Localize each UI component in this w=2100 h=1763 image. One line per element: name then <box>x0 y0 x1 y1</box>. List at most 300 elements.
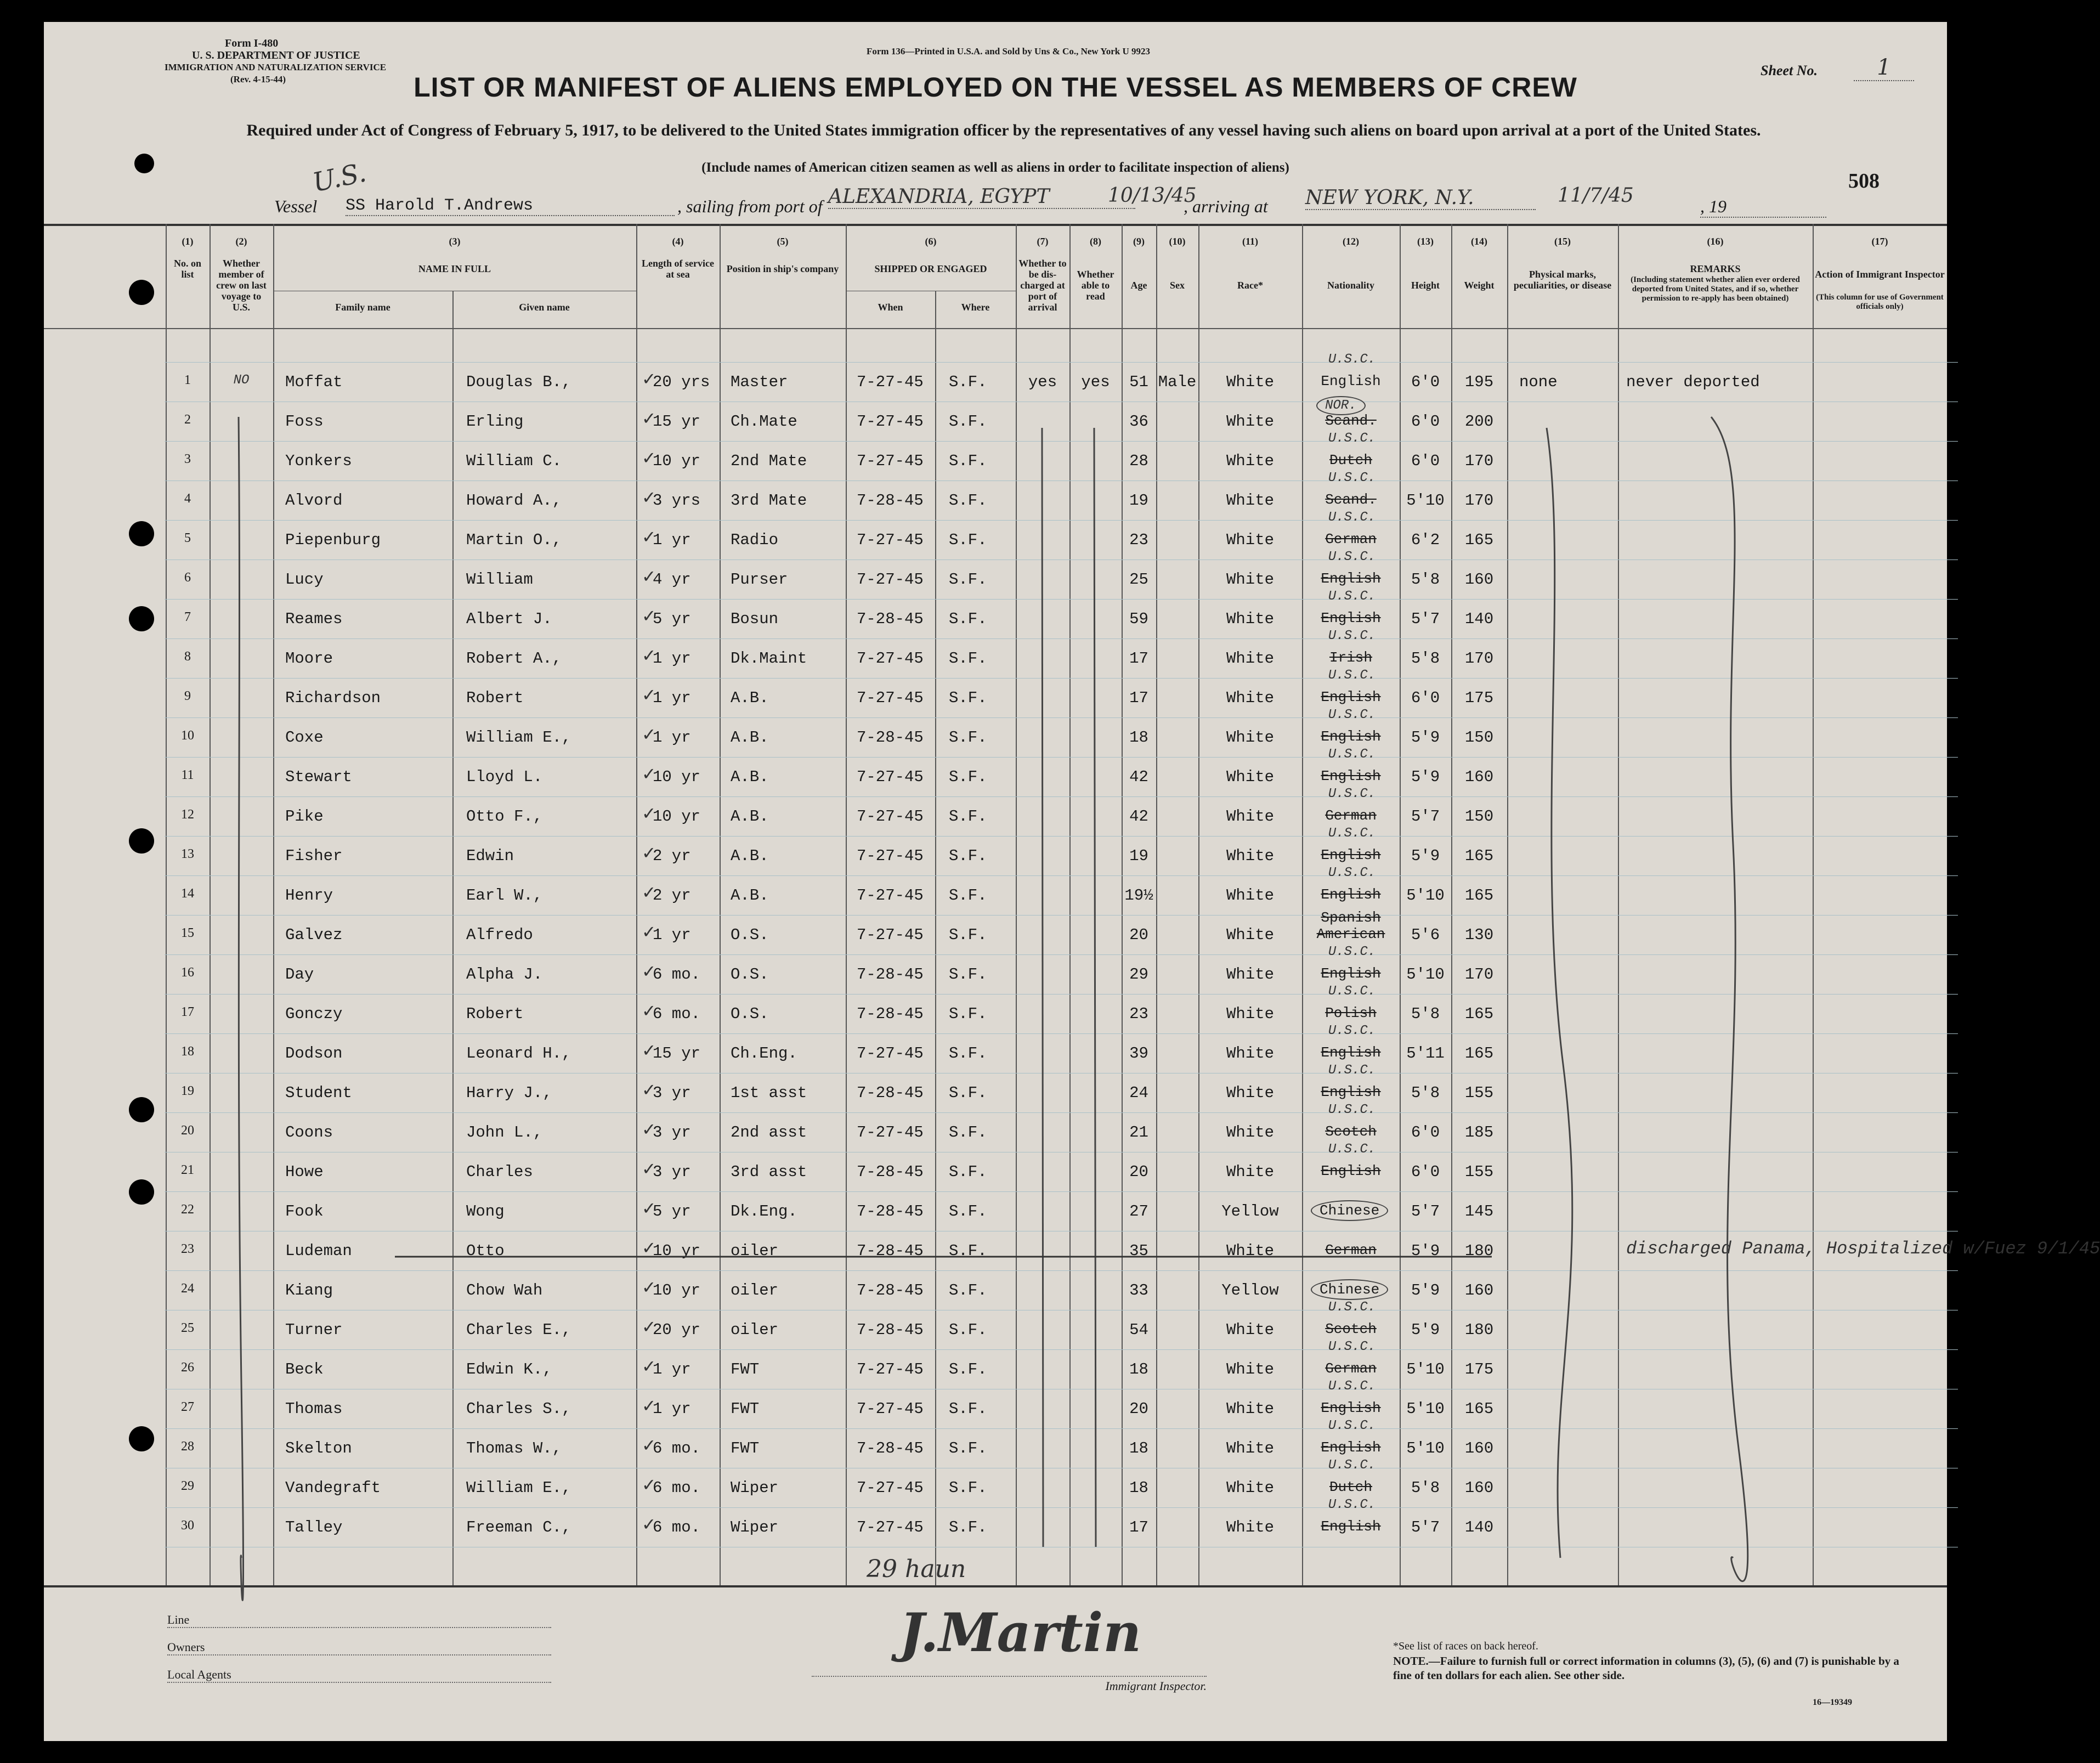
nationality: English <box>1321 373 1381 389</box>
given-name: John L., <box>466 1123 543 1142</box>
races-note: *See list of races on back hereof. <box>1393 1640 1538 1652</box>
length-of-service: 3 yr <box>653 1084 691 1102</box>
nationality-correction: U.S.C. <box>1328 1458 1376 1473</box>
shipped-when: 7-28-45 <box>857 1242 924 1260</box>
position: Radio <box>731 531 779 549</box>
position: Bosun <box>731 610 779 628</box>
header-inspector-action: Action of Immigrant Inspector <box>1815 269 1945 280</box>
shipped-when: 7-27-45 <box>857 926 924 944</box>
length-of-service: 5 yr <box>653 610 691 628</box>
header-physical-marks: Physical marks, peculiarities, or disease <box>1513 269 1612 291</box>
age: 18 <box>1129 1360 1148 1378</box>
col-num: (3) <box>449 236 461 247</box>
family-name: Moffat <box>285 373 343 391</box>
given-name: Erling <box>466 413 524 431</box>
family-name: Galvez <box>285 926 343 944</box>
length-of-service: 5 yr <box>653 1202 691 1220</box>
given-name: Otto <box>466 1242 505 1260</box>
header-crew-last-voyage: Whether member of crew on last voyage to U.S. <box>216 258 267 313</box>
height: 5'9 <box>1411 768 1440 786</box>
shipped-where: S.F. <box>949 1321 987 1339</box>
race: White <box>1226 1123 1274 1142</box>
manifest-sheet <box>44 22 2100 1741</box>
page-number: 508 <box>1848 169 1880 193</box>
shipped-when: 7-27-45 <box>857 1044 924 1063</box>
crew-count-note: 29 haun <box>867 1555 966 1583</box>
shipped-when: 7-27-45 <box>857 1479 924 1497</box>
given-name: Edwin <box>466 847 514 865</box>
row-number: 15 <box>181 926 194 940</box>
height: 5'9 <box>1411 728 1440 747</box>
check-mark-icon: ✓ <box>643 487 655 510</box>
length-of-service: 10 yr <box>653 1281 701 1299</box>
family-name: Thomas <box>285 1400 343 1418</box>
nationality-correction: U.S.C. <box>1328 1103 1376 1117</box>
height: 5'9 <box>1411 1281 1440 1299</box>
given-name: Thomas W., <box>466 1439 562 1457</box>
race: White <box>1226 1044 1274 1063</box>
col-num: (12) <box>1343 236 1359 247</box>
position: FWT <box>731 1360 760 1378</box>
shipped-where: S.F. <box>949 1123 987 1142</box>
shipped-when: 7-27-45 <box>857 886 924 905</box>
position: A.B. <box>731 886 769 905</box>
shipped-when: 7-27-45 <box>857 1400 924 1418</box>
position: Wiper <box>731 1518 779 1536</box>
nationality: Scotch <box>1325 1123 1377 1140</box>
position: O.S. <box>731 965 769 984</box>
age: 42 <box>1129 807 1148 826</box>
col-num: (2) <box>235 236 247 247</box>
row-number: 2 <box>184 413 191 427</box>
family-name: Turner <box>285 1321 343 1339</box>
nationality-correction: U.S.C. <box>1328 1300 1376 1315</box>
shipped-when: 7-27-45 <box>857 531 924 549</box>
shipped-when: 7-27-45 <box>857 768 924 786</box>
row-number: 19 <box>181 1084 194 1098</box>
check-mark-icon: ✓ <box>643 1435 655 1457</box>
shipped-when: 7-28-45 <box>857 1321 924 1339</box>
nationality: English <box>1321 570 1381 587</box>
col-num: (15) <box>1554 236 1571 247</box>
line-label: Line <box>167 1613 551 1628</box>
height: 6'0 <box>1411 452 1440 470</box>
header-age: Age <box>1130 280 1147 291</box>
check-mark-icon: ✓ <box>643 408 655 431</box>
family-name: Richardson <box>285 689 381 707</box>
check-mark-icon: ✓ <box>643 645 655 668</box>
shipped-where: S.F. <box>949 1479 987 1497</box>
shipped-where: S.F. <box>949 1281 987 1299</box>
given-name: Chow Wah <box>466 1281 543 1299</box>
length-of-service: 10 yr <box>653 768 701 786</box>
header-given-name: Given name <box>519 302 570 313</box>
age: 59 <box>1129 610 1148 628</box>
given-name: Earl W., <box>466 886 543 905</box>
shipped-when: 7-27-45 <box>857 452 924 470</box>
row-number: 30 <box>181 1518 194 1533</box>
shipped-where: S.F. <box>949 1439 987 1457</box>
age: 39 <box>1129 1044 1148 1063</box>
weight: 155 <box>1464 1084 1494 1102</box>
race: White <box>1226 768 1274 786</box>
age: 20 <box>1129 1400 1148 1418</box>
row-number: 3 <box>184 452 191 466</box>
race: White <box>1226 728 1274 747</box>
race: White <box>1226 491 1274 510</box>
row-number: 27 <box>181 1400 194 1414</box>
length-of-service: 10 yr <box>653 807 701 826</box>
length-of-service: 1 yr <box>653 926 691 944</box>
header-shipped-engaged: SHIPPED OR ENGAGED <box>874 263 987 274</box>
shipped-where: S.F. <box>949 1518 987 1536</box>
given-name: William C. <box>466 452 562 470</box>
check-mark-icon: ✓ <box>643 1159 655 1181</box>
prev-voyage: NO <box>233 373 250 388</box>
inspector-label: Immigrant Inspector. <box>812 1676 1207 1693</box>
given-name: Lloyd L. <box>466 768 543 786</box>
header-position: Position in ship's company <box>726 263 839 274</box>
sailing-label: , sailing from port of <box>677 196 823 216</box>
race: White <box>1226 610 1274 628</box>
given-name: Wong <box>466 1202 505 1220</box>
nationality: English <box>1321 1163 1381 1179</box>
nationality-correction: U.S.C. <box>1328 708 1376 722</box>
length-of-service: 3 yr <box>653 1163 691 1181</box>
nationality-correction: U.S.C. <box>1328 1063 1376 1078</box>
weight: 170 <box>1464 965 1494 984</box>
position: A.B. <box>731 847 769 865</box>
length-of-service: 6 mo. <box>653 1005 701 1023</box>
family-name: Howe <box>285 1163 324 1181</box>
nationality: Polish <box>1325 1005 1377 1021</box>
nationality: Chinese <box>1311 1200 1388 1221</box>
handwritten-us-mark: U.S. <box>310 157 369 199</box>
position: Master <box>731 373 788 391</box>
age: 35 <box>1129 1242 1148 1260</box>
shipped-when: 7-27-45 <box>857 570 924 589</box>
row-number: 20 <box>181 1123 194 1138</box>
shipped-when: 7-27-45 <box>857 1360 924 1378</box>
nationality: English <box>1321 689 1381 705</box>
check-mark-icon: ✓ <box>643 724 655 747</box>
race: White <box>1226 926 1274 944</box>
race: Yellow <box>1221 1202 1279 1220</box>
shipped-where: S.F. <box>949 1044 987 1063</box>
age: 18 <box>1129 1439 1148 1457</box>
discharged: yes <box>1028 373 1057 391</box>
nationality-correction: U.S.C. <box>1328 826 1376 841</box>
nationality-correction: U.S.C. <box>1328 866 1376 880</box>
shipped-where: S.F. <box>949 1163 987 1181</box>
family-name: Fisher <box>285 847 343 865</box>
family-name: Student <box>285 1084 352 1102</box>
height: 6'2 <box>1411 531 1440 549</box>
length-of-service: 15 yr <box>653 1044 701 1063</box>
position: Purser <box>731 570 788 589</box>
shipped-when: 7-28-45 <box>857 1084 924 1102</box>
given-name: Edwin K., <box>466 1360 552 1378</box>
nationality-correction: U.S.C. <box>1328 510 1376 525</box>
weight: 180 <box>1464 1321 1494 1339</box>
position: A.B. <box>731 689 769 707</box>
race: White <box>1226 1163 1274 1181</box>
shipped-where: S.F. <box>949 689 987 707</box>
family-name: Coons <box>285 1123 333 1142</box>
check-mark-icon: ✓ <box>643 1514 655 1536</box>
nationality-correction: U.S.C. <box>1328 1419 1376 1433</box>
shipped-when: 7-27-45 <box>857 649 924 668</box>
nationality-correction: U.S.C. <box>1328 1340 1376 1354</box>
given-name: Howard A., <box>466 491 562 510</box>
check-mark-icon: ✓ <box>643 843 655 865</box>
shipped-where: S.F. <box>949 965 987 984</box>
height: 5'10 <box>1406 1439 1445 1457</box>
race: White <box>1226 886 1274 905</box>
check-mark-icon: ✓ <box>643 1040 655 1063</box>
race: White <box>1226 570 1274 589</box>
check-mark-icon: ✓ <box>643 1277 655 1299</box>
shipped-where: S.F. <box>949 728 987 747</box>
shipped-where: S.F. <box>949 452 987 470</box>
nationality: English <box>1321 610 1381 626</box>
length-of-service: 2 yr <box>653 847 691 865</box>
shipped-when: 7-28-45 <box>857 491 924 510</box>
shipped-when: 7-27-45 <box>857 1123 924 1142</box>
given-name: Martin O., <box>466 531 562 549</box>
age: 33 <box>1129 1281 1148 1299</box>
position: 3rd Mate <box>731 491 807 510</box>
position: 2nd Mate <box>731 452 807 470</box>
given-name: Harry J., <box>466 1084 552 1102</box>
length-of-service: 2 yr <box>653 886 691 905</box>
weight: 165 <box>1464 1044 1494 1063</box>
col-num: (6) <box>925 236 937 247</box>
shipped-where: S.F. <box>949 886 987 905</box>
header-race: Race* <box>1237 280 1263 291</box>
shipped-where: S.F. <box>949 1242 987 1260</box>
revision-date: (Rev. 4-15-44) <box>230 74 286 84</box>
age: 36 <box>1129 413 1148 431</box>
row-number: 12 <box>181 807 194 822</box>
height: 5'10 <box>1406 1400 1445 1418</box>
family-name: Dodson <box>285 1044 343 1063</box>
shipped-when: 7-27-45 <box>857 689 924 707</box>
given-name: Robert A., <box>466 649 562 668</box>
nationality: English <box>1321 965 1381 982</box>
check-mark-icon: ✓ <box>643 369 655 391</box>
owners-label: Owners <box>167 1640 551 1655</box>
header-discharged: Whether to be dis-charged at port of arrival <box>1018 258 1067 313</box>
given-name: Alfredo <box>466 926 533 944</box>
length-of-service: 4 yr <box>653 570 691 589</box>
shipped-when: 7-28-45 <box>857 610 924 628</box>
row-number: 8 <box>184 649 191 664</box>
age: 23 <box>1129 1005 1148 1023</box>
family-name: Henry <box>285 886 333 905</box>
shipped-when: 7-28-45 <box>857 1439 924 1457</box>
nationality-correction: U.S.C. <box>1328 431 1376 446</box>
length-of-service: 6 mo. <box>653 1439 701 1457</box>
position: O.S. <box>731 926 769 944</box>
nationality-correction: U.S.C. <box>1328 787 1376 801</box>
check-mark-icon: ✓ <box>643 922 655 944</box>
row-number: 6 <box>184 570 191 585</box>
nationality: Irish <box>1329 649 1372 666</box>
age: 19 <box>1129 491 1148 510</box>
height: 6'0 <box>1411 1163 1440 1181</box>
shipped-where: S.F. <box>949 768 987 786</box>
check-mark-icon: ✓ <box>643 1395 655 1418</box>
position: Wiper <box>731 1479 779 1497</box>
nationality-correction: U.S.C. <box>1328 589 1376 604</box>
height: 6'0 <box>1411 689 1440 707</box>
shipped-where: S.F. <box>949 1084 987 1102</box>
ditto-line-col16 <box>1711 417 1748 1581</box>
nationality: Scotch <box>1325 1321 1377 1337</box>
nationality-correction: U.S.C. <box>1328 471 1376 485</box>
weight: 165 <box>1464 886 1494 905</box>
nationality-correction: U.S.C. <box>1328 945 1376 959</box>
age: 20 <box>1129 1163 1148 1181</box>
weight: 195 <box>1464 373 1494 391</box>
family-name: Ludeman <box>285 1242 352 1260</box>
position: 1st asst <box>731 1084 807 1102</box>
nationality: Scand. <box>1325 491 1377 508</box>
length-of-service: 1 yr <box>653 1360 691 1378</box>
header-family-name: Family name <box>335 302 390 313</box>
inspector-signature: J.Martin <box>899 1602 1142 1664</box>
nationality: Chinese <box>1311 1279 1388 1300</box>
shipped-where: S.F. <box>949 807 987 826</box>
nationality-correction: U.S.C. <box>1328 984 1376 999</box>
age: 17 <box>1129 1518 1148 1536</box>
col-num: (4) <box>672 236 684 247</box>
given-name: Douglas B., <box>466 373 571 391</box>
length-of-service: 10 yr <box>653 1242 701 1260</box>
race: White <box>1226 1479 1274 1497</box>
race: White <box>1226 1400 1274 1418</box>
punch-hole <box>129 828 154 854</box>
family-name: Talley <box>285 1518 343 1536</box>
age: 23 <box>1129 531 1148 549</box>
header-weight: Weight <box>1464 280 1495 291</box>
check-mark-icon: ✓ <box>643 685 655 707</box>
family-name: Moore <box>285 649 333 668</box>
family-name: Gonczy <box>285 1005 343 1023</box>
punch-hole <box>129 1426 154 1451</box>
family-name: Coxe <box>285 728 324 747</box>
age: 51 <box>1129 373 1148 391</box>
inclusion-note: (Include names of American citizen seamen as well as aliens in order to facilitate inspection of aliens) <box>701 160 1289 175</box>
nationality: English <box>1321 886 1381 903</box>
department-line: U. S. DEPARTMENT OF JUSTICE <box>192 49 360 61</box>
age: 17 <box>1129 649 1148 668</box>
race: White <box>1226 1005 1274 1023</box>
shipped-when: 7-28-45 <box>857 965 924 984</box>
length-of-service: 15 yr <box>653 413 701 431</box>
height: 5'9 <box>1411 1242 1440 1260</box>
nationality: English <box>1321 728 1381 745</box>
length-of-service: 1 yr <box>653 728 691 747</box>
nationality-correction: U.S.C. <box>1328 1379 1376 1394</box>
weight: 140 <box>1464 1518 1494 1536</box>
punch-hole <box>134 154 154 173</box>
col-num: (7) <box>1037 236 1049 247</box>
position: A.B. <box>731 728 769 747</box>
col-num: (11) <box>1242 236 1258 247</box>
row-number: 28 <box>181 1439 194 1454</box>
row-number: 18 <box>181 1044 194 1059</box>
nationality: English <box>1321 1439 1381 1456</box>
age: 17 <box>1129 689 1148 707</box>
length-of-service: 1 yr <box>653 689 691 707</box>
header-length-of-service: Length of service at sea <box>642 258 714 280</box>
shipped-when: 7-28-45 <box>857 1163 924 1181</box>
given-name: Charles S., <box>466 1400 571 1418</box>
shipped-when: 7-28-45 <box>857 1005 924 1023</box>
family-name: Alvord <box>285 491 343 510</box>
punch-hole <box>129 606 154 631</box>
age: 20 <box>1129 926 1148 944</box>
nationality-correction: U.S.C. <box>1328 1142 1376 1157</box>
position: oiler <box>731 1281 779 1299</box>
length-of-service: 6 mo. <box>653 1479 701 1497</box>
length-of-service: 6 mo. <box>653 1518 701 1536</box>
race: White <box>1226 1242 1274 1260</box>
length-of-service: 1 yr <box>653 1400 691 1418</box>
remarks: never deported <box>1626 373 1760 391</box>
given-name: Charles E., <box>466 1321 571 1339</box>
race: Yellow <box>1221 1281 1279 1299</box>
position: 3rd asst <box>731 1163 807 1181</box>
header-able-to-read: Whether able to read <box>1077 269 1114 302</box>
height: 5'10 <box>1406 886 1445 905</box>
age: 18 <box>1129 728 1148 747</box>
header-sex: Sex <box>1170 280 1185 291</box>
weight: 145 <box>1464 1202 1494 1220</box>
page-title: LIST OR MANIFEST OF ALIENS EMPLOYED ON THE VESSEL AS MEMBERS OF CREW <box>414 72 1577 103</box>
shipped-when: 7-28-45 <box>857 1202 924 1220</box>
position: Dk.Eng. <box>731 1202 797 1220</box>
weight: 150 <box>1464 807 1494 826</box>
given-name: William E., <box>466 728 571 747</box>
weight: 165 <box>1464 531 1494 549</box>
check-mark-icon: ✓ <box>643 448 655 470</box>
row-number: 17 <box>181 1005 194 1019</box>
family-name: Vandegraft <box>285 1479 381 1497</box>
family-name: Yonkers <box>285 452 352 470</box>
check-mark-icon: ✓ <box>643 527 655 549</box>
penalty-note: NOTE.—Failure to furnish full or correct information in columns (3), (5), (6) and (7) is punishable by a fine of ten dollars for each alien. See other side. <box>1393 1654 1899 1682</box>
family-name: Fook <box>285 1202 324 1220</box>
given-name: Albert J. <box>466 610 552 628</box>
check-mark-icon: ✓ <box>643 1474 655 1497</box>
height: 5'7 <box>1411 610 1440 628</box>
height: 6'0 <box>1411 1123 1440 1142</box>
shipped-where: S.F. <box>949 413 987 431</box>
position: Ch.Eng. <box>731 1044 797 1063</box>
physical-marks: none <box>1519 373 1558 391</box>
row-number: 23 <box>181 1242 194 1256</box>
height: 6'0 <box>1411 373 1440 391</box>
weight: 160 <box>1464 1281 1494 1299</box>
position: Ch.Mate <box>731 413 797 431</box>
nationality-correction: U.S.C. <box>1328 1498 1376 1512</box>
ditto-line-col8 <box>1094 428 1096 1547</box>
shipped-when: 7-28-45 <box>857 728 924 747</box>
shipped-where: S.F. <box>949 926 987 944</box>
